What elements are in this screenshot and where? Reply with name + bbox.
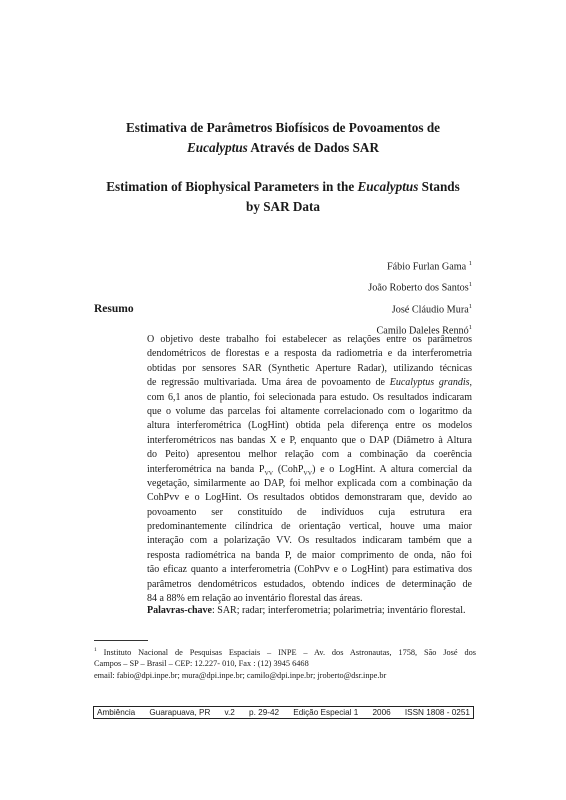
journal-footer [93,706,474,719]
footer-volume: v.2 [224,708,235,717]
title-pt-line2 [60,138,506,158]
author-name: Fábio Furlan Gama [386,261,467,273]
footer-edition: Edição Especial 1 [293,708,359,717]
abstract-line: que o volume das parcelas foi altamente correlacionado com o logaritmo da [147,405,472,417]
abstract-line: com 6,1 anos de plantio, foi selecionada para estudo. Os resultados indicaram [147,391,472,403]
resumo-heading: Resumo [94,303,134,315]
abstract-line [147,376,472,390]
author-affiliation-mark: 1 [468,281,472,289]
abstract-line: predominantemente cilíndrica de orientação vertical, houve uma maior [147,521,472,533]
abstract-text: de regressão multivariada. Uma área de povoamento de [147,377,390,389]
title-en-line1-pre: Estimation of Biophysical Parameters in the [106,179,358,194]
author-name: Camilo Daleles Rennó [376,325,469,337]
abstract-line: do Peito) apresentou melhor relação com a combinação da coerência [147,449,472,461]
abstract-line: vegetação, similarmente ao DAP, foi melhor explicada com a combinação da [147,477,472,489]
footnote-line [94,645,476,658]
footnote-line: email: fabio@dpi.inpe.br; mura@dpi.inpe.br; camilo@dpi.inpe.br; jroberto@dsr.inpe.br [94,670,387,680]
footnote [94,645,476,682]
abstract-line: 84 a 88% em relação ao inventário florestal das áreas. [147,593,363,605]
abstract-text: interferométrica na banda P [147,463,265,475]
footer-pages: p. 29-42 [249,708,280,717]
footer-issn: ISSN 1808 - 0251 [404,708,470,717]
abstract-line: parâmetros dendométricos estudados, obtendo índices de determinação de [147,578,472,590]
title-en-line1-post: Stands [418,179,460,194]
title-pt-line1: Estimativa de Parâmetros Biofísicos de Povoamentos de [125,120,441,135]
keywords-list: : SAR; radar; interferometria; polarimetria; inventário florestal. [212,605,466,616]
abstract-line: povoamento ser constituído de indivíduos cuja estrutura era [147,506,472,518]
abstract-text: , [469,377,472,389]
species-name: Eucalyptus grandis [389,377,470,389]
footnote-divider [94,640,148,641]
title-english [60,177,506,217]
author-name: José Cláudio Mura [391,304,469,316]
author-name: João Roberto dos Santos [368,282,469,294]
abstract-line: dendométricos de florestas e a resposta da radiometria e da interferometria [147,348,472,360]
abstract-line: interferométricos nas bandas X e P, enquanto que o DAP (Diâmetro à Altura [147,434,472,446]
abstract-line: CohPvv e o LogHint. Os resultados obtidos demonstraram que, devido ao [147,492,472,504]
abstract-line: O objetivo deste trabalho foi estabelecer as relações entre os parâmetros [147,334,472,345]
keywords [147,605,477,616]
abstract-line [147,463,472,477]
author-affiliation-mark: 1 [468,324,472,332]
subscript: VV [264,470,274,477]
author [368,255,472,276]
author-affiliation-mark: 1 [468,302,472,310]
author-affiliation-mark: 1 [468,260,472,267]
abstract-text: ) e o LogHint. A altura comercial da [312,463,472,475]
title-en-line1 [60,177,506,197]
author-list [368,255,472,341]
footnote-mark: 1 [94,647,97,653]
abstract-text: (CohP [273,463,304,475]
title-en-line2: by SAR Data [245,199,320,214]
footer-city: Guarapuava, PR [149,708,211,717]
author [368,298,472,319]
footer-journal: Ambiência [97,708,136,717]
title-pt-line2-rest: Através de Dados SAR [247,140,379,155]
title-portuguese [60,118,506,158]
author [368,276,472,297]
abstract-line: resposta radiométrica na banda P, de maior comprimento de onda, não foi [147,549,472,561]
title-en-genus: Eucalyptus [357,179,419,194]
abstract-line: altura interferométrica (LogHint) obtida pela diferença entre os modelos [147,420,472,432]
subscript: VV [303,470,313,477]
footer-year: 2006 [372,708,391,717]
title-pt-genus: Eucalyptus [187,140,248,155]
abstract-body [147,333,472,606]
footnote-text: Instituto Nacional de Pesquisas Espaciais – INPE – Av. dos Astronautas, 1758, São José dos [96,647,476,657]
abstract-line: interação com a polarização VV. Os resultados indicaram também que a [147,535,472,547]
abstract-line: obtidas por sensores SAR (Synthetic Aperture Radar), utilizando técnicas [147,362,472,374]
keywords-label: Palavras-chave [147,605,212,616]
footnote-line: Campos – SP – Brasil – CEP: 12.227- 010, Fax : (12) 3945 6468 [94,659,309,669]
abstract-line: tão eficaz quanto a interferometria (CohPvv e o LogHint) para estimativa dos [147,564,472,576]
